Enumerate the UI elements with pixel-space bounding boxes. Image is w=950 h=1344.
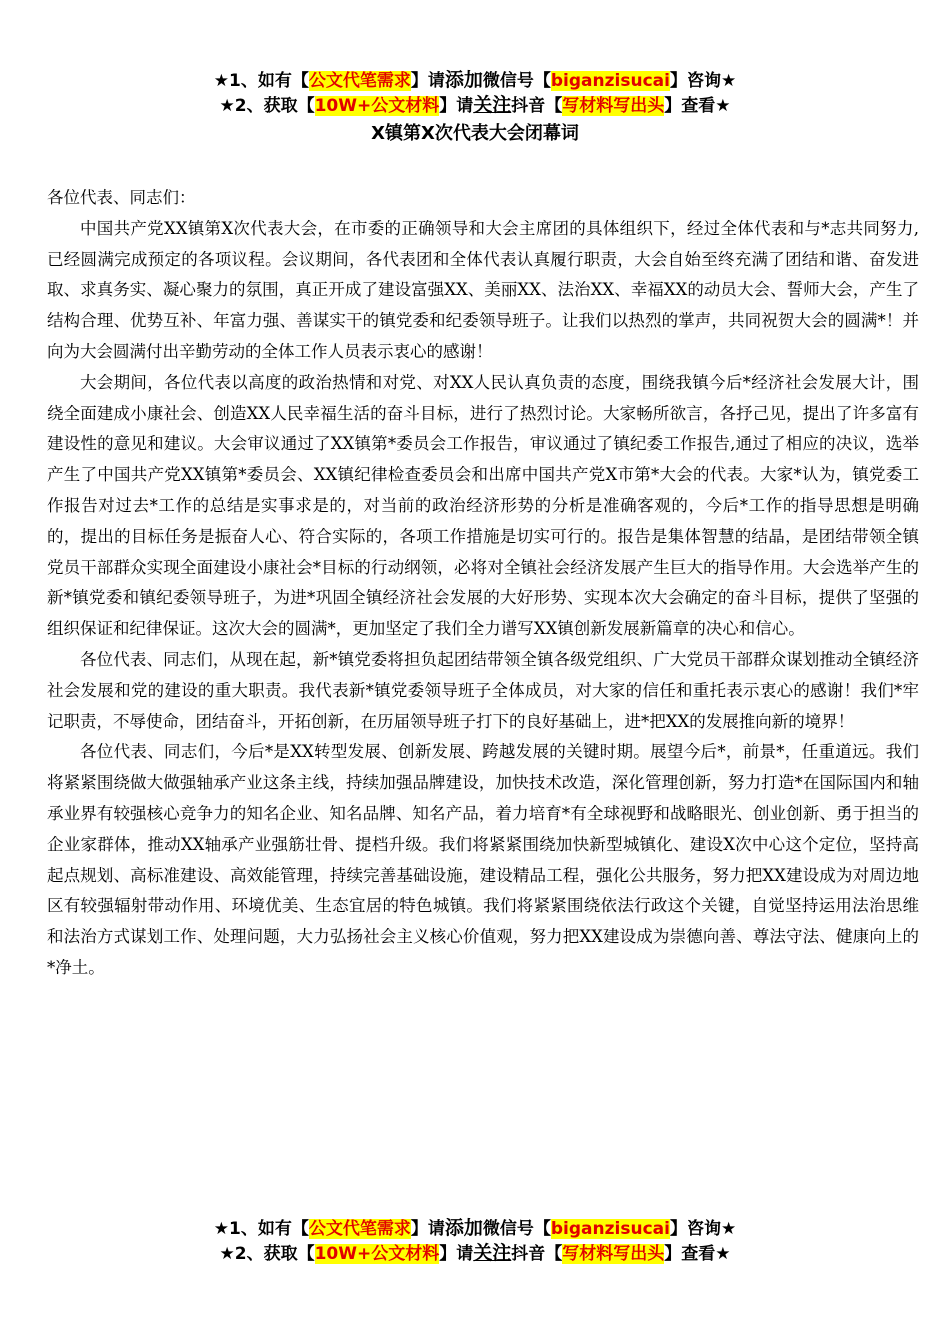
body-paragraph: 大会期间，各位代表以高度的政治热情和对党、对XX人民认真负责的态度，围绕我镇今后*经济社会发展大计，围绕全面建成小康社会、创造XX人民幸福生活的奋斗目标，进行了热烈讨论。大家畅所欲言，各抒己见，提出了许多富有建设性的意见和建议。大会审议通过了XX镇第*委员会工作报告，审议通过了镇纪委工作报告,通过了相应的决议，选举产生了中国共产党XX镇第*委员会、XX镇纪律检查委员会和出席中国共产党X市第*大会的代表。大家*认为，镇党委工作报告对过去*工作的总结是实事求是的，对当前的政治经济形势的分析是准确客观的，今后*工作的指导思想是明确的，提出的目标任务是振奋人心、符合实际的，各项工作措施是切实可行的。报告是集体智慧的结晶，是团结带领全镇党员干部群众实现全面建设小康社会*目标的行动纲领，必将对全镇社会经济发展产生巨大的指导作用。大会选举产生的新*镇党委和镇纪委领导班子，为进*巩固全镇经济社会发展的大好形势、实现本次大会确定的奋斗目标，提供了坚强的组织保证和纪律保证。这次大会的圆满*，更加坚定了我们全力谱写XX镇创新发展新篇章的决心和信心。 [47, 372, 919, 639]
promo-text: 微信号【 [482, 1219, 551, 1239]
promo-text: ★1、如有【 [213, 71, 309, 91]
promo-emphasis: 关注 [473, 94, 512, 116]
promo-text: 抖音【 [511, 96, 563, 116]
promo-text: 微信号【 [482, 71, 551, 91]
promo-line-1 [0, 68, 950, 93]
promo-footer [0, 1216, 950, 1266]
promo-text: 】查看★ [664, 96, 731, 116]
promo-line-2 [0, 93, 950, 118]
promo-highlight: 10W+公文材料 [314, 96, 440, 116]
promo-text: ★2、获取【 [219, 1244, 315, 1264]
promo-text: 抖音【 [511, 1244, 563, 1264]
promo-text: 】咨询★ [669, 71, 737, 91]
promo-line-1 [0, 1216, 950, 1241]
promo-text: ★2、获取【 [219, 96, 315, 116]
body-paragraph: 各位代表、同志们，今后*是XX转型发展、创新发展、跨越发展的关键时期。展望今后*，前景*，任重道远。我们将紧紧围绕做大做强轴承产业这条主线，持续加强品牌建设，加快技术改造，深化管理创新，努力打造*在国际国内和轴承业界有较强核心竞争力的知名企业、知名品牌、知名产品，着力培育*有全球视野和战略眼光、创业创新、勇于担当的企业家群体，推动XX轴承产业强筋壮骨、提档升级。我们将紧紧围绕加快新型城镇化、建设X次中心这个定位，坚持高起点规划、高标准建设、高效能管理，持续完善基础设施，建设精品工程，强化公共服务，努力把XX建设成为对周边地区有较强辐射带动作用、环境优美、生态宜居的特色城镇。我们将紧紧围绕依法行政这个关键，自觉坚持运用法治思维和法治方式谋划工作、处理问题，大力弘扬社会主义核心价值观，努力把XX建设成为崇德向善、尊法守法、健康向上的*净土。 [47, 742, 919, 977]
promo-text: 】请 [439, 1244, 474, 1264]
promo-emphasis: 添加 [444, 69, 483, 91]
document-title: X镇第X次代表大会闭幕词 [371, 123, 579, 144]
promo-text: 】查看★ [664, 1244, 731, 1264]
salutation: 各位代表、同志们： [47, 188, 196, 207]
body-paragraph: 中国共产党XX镇第X次代表大会，在市委的正确领导和大会主席团的具体组织下，经过全体代表和与*志共同努力,已经圆满完成预定的各项议程。会议期间，各代表团和全体代表认真履行职责，大会自始至终充满了团结和谐、奋发进取、求真务实、凝心聚力的氛围，真正开成了建设富强XX、美丽XX、法治XX、幸福XX的动员大会、誓师大会，产生了结构合理、优势互补、年富力强、善谋实干的镇党委和纪委领导班子。让我们以热烈的掌声，共同祝贺大会的圆满*！并向为大会圆满付出辛勤劳动的全体工作人员表示衷心的感谢！ [47, 218, 919, 361]
promo-text: ★1、如有【 [213, 1219, 309, 1239]
promo-douyin-id: 写材料写出头 [562, 1244, 665, 1264]
promo-text: 】请 [410, 1219, 445, 1239]
promo-highlight: 10W+公文材料 [314, 1244, 440, 1264]
promo-text: 】咨询★ [669, 1219, 737, 1239]
promo-emphasis: 添加 [444, 1217, 483, 1239]
body-paragraph: 各位代表、同志们，从现在起，新*镇党委将担负起团结带领全镇各级党组织、广大党员干部群众谋划推动全镇经济社会发展和党的建设的重大职责。我代表新*镇党委领导班子全体成员，对大家的信任和重托表示衷心的感谢！我们*牢记职责，不辱使命，团结奋斗，开拓创新，在历届领导班子打下的良好基础上，进*把XX的发展推向新的境界！ [47, 649, 919, 731]
promo-douyin-id: 写材料写出头 [562, 96, 665, 116]
promo-wechat-id: biganzisucai [550, 71, 670, 91]
promo-header [0, 68, 950, 118]
document-body [47, 183, 919, 984]
promo-wechat-id: biganzisucai [550, 1219, 670, 1239]
promo-highlight: 公文代笔需求 [308, 71, 411, 91]
promo-emphasis: 关注 [473, 1242, 512, 1264]
promo-highlight: 公文代笔需求 [308, 1219, 411, 1239]
promo-line-2 [0, 1241, 950, 1266]
promo-text: 】请 [439, 96, 474, 116]
promo-text: 】请 [410, 71, 445, 91]
